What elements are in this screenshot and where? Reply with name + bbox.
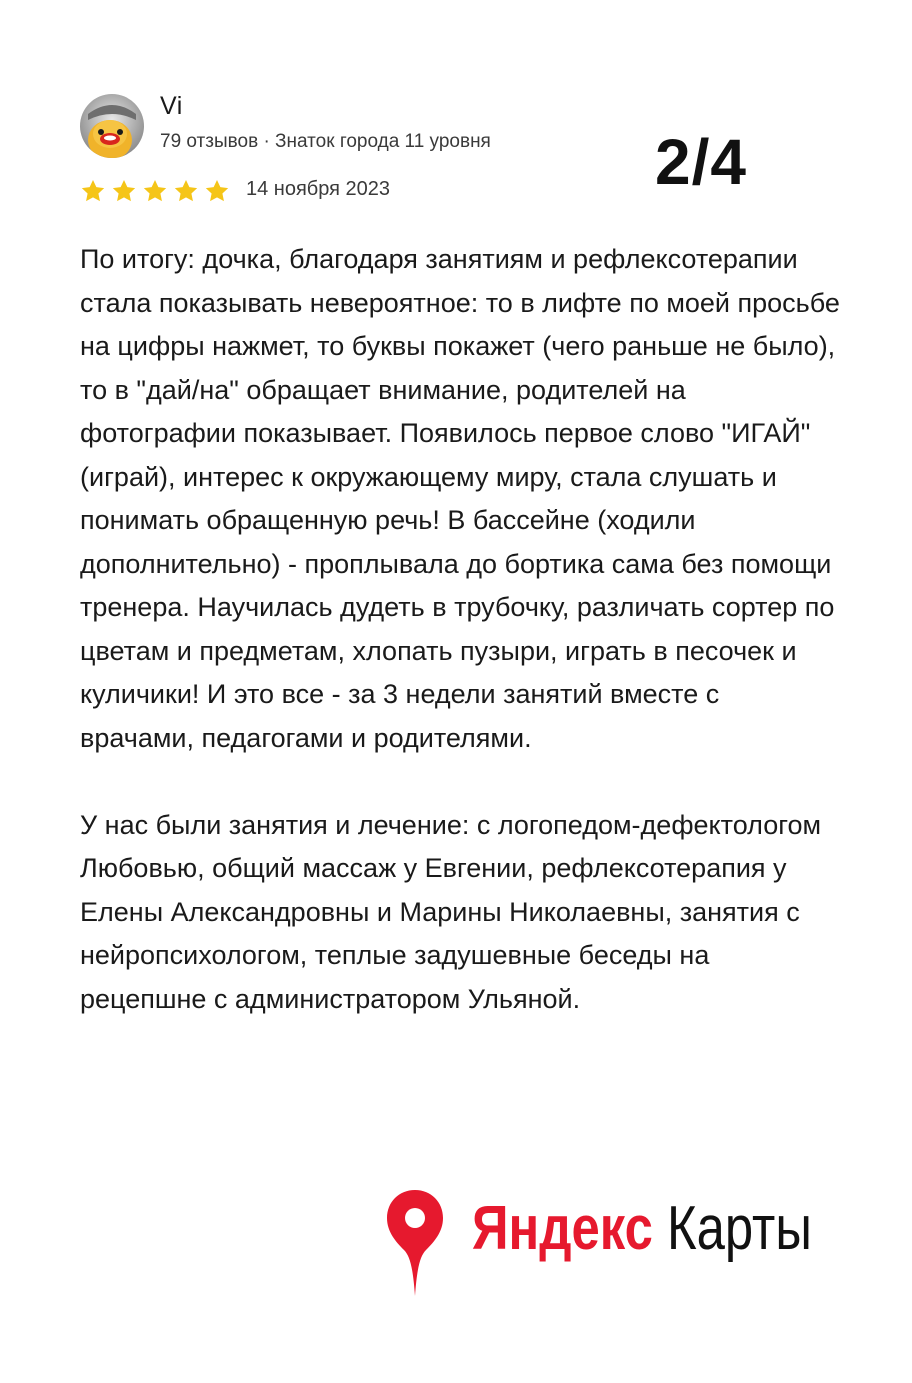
star-icon (173, 178, 199, 204)
star-icon (80, 178, 106, 204)
star-icon (204, 178, 230, 204)
author-meta: 79 отзывов · Знаток города 11 уровня (160, 131, 491, 152)
review-text (80, 238, 840, 1021)
review-date: 14 ноября 2023 (246, 178, 391, 200)
page-counter: 2/4 (655, 126, 747, 198)
yandex-maps-logo (384, 1188, 844, 1298)
star-icon (111, 178, 137, 204)
review-paragraph: По итогу: дочка, благодаря занятиям и рефлексотерапии стала показывать невероятное: то в лифте по моей просьбе на цифры нажмет, то буквы покажет (чего раньше не было), то в "дай/на" обращает внимание, родителей на фотографии показывает. Появилось первое слово "ИГАЙ" (играй), интерес к окружающему миру, стала слушать и понимать обращенную речь! В бассейне (ходили дополнительно) - проплывала до бортика сама без помощи тренера. Научилась дудеть в трубочку, различать сортер по цветам и предметам, хлопать пузыри, играть в песочек и куличики! И это все - за 3 недели занятий вместе с врачами, педагогами и родителями. (80, 244, 840, 753)
brand-yandex: Яндекс (472, 1194, 653, 1263)
review-paragraph: У нас были занятия и лечение: с логопедом-дефектологом Любовью, общий массаж у Евгении, рефлексотерапия у Елены Александровны и Марины Николаевны, занятия с нейропсихологом, теплые задушевные беседы на рецепшне с администратором Ульяной. (80, 809, 822, 1014)
brand-name (472, 1194, 812, 1263)
brand-maps: Карты (666, 1194, 812, 1263)
map-pin-icon (384, 1188, 446, 1298)
star-icon (142, 178, 168, 204)
star-rating (80, 178, 230, 204)
duck-avatar-icon (80, 94, 144, 158)
author-name[interactable]: Vi (160, 92, 183, 120)
avatar[interactable] (80, 94, 144, 158)
